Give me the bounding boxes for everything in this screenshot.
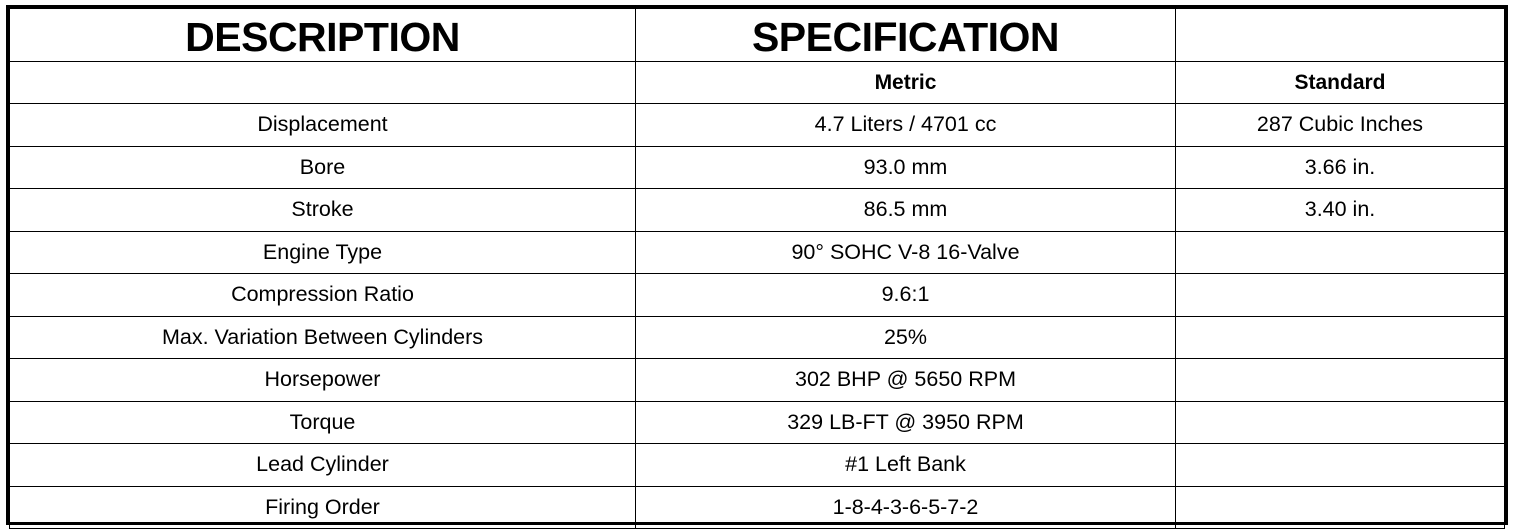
header-description: DESCRIPTION xyxy=(10,9,636,62)
table-row xyxy=(10,189,1505,232)
table-row xyxy=(10,359,1505,402)
specification-sheet xyxy=(6,5,1508,525)
cell-standard: 3.40 in. xyxy=(1176,189,1505,232)
table-row xyxy=(10,104,1505,147)
cell-description: Bore xyxy=(10,146,636,189)
engine-specification-table xyxy=(9,8,1505,529)
cell-standard: 287 Cubic Inches xyxy=(1176,104,1505,147)
table-header-row xyxy=(10,9,1505,62)
cell-standard xyxy=(1176,401,1505,444)
cell-standard xyxy=(1176,486,1505,529)
table-row xyxy=(10,401,1505,444)
cell-metric: 329 LB-FT @ 3950 RPM xyxy=(636,401,1176,444)
cell-description: Horsepower xyxy=(10,359,636,402)
cell-description: Lead Cylinder xyxy=(10,444,636,487)
table-row xyxy=(10,274,1505,317)
cell-metric: 302 BHP @ 5650 RPM xyxy=(636,359,1176,402)
cell-standard xyxy=(1176,274,1505,317)
table-row xyxy=(10,146,1505,189)
cell-metric: 4.7 Liters / 4701 cc xyxy=(636,104,1176,147)
cell-description: Torque xyxy=(10,401,636,444)
cell-description: Firing Order xyxy=(10,486,636,529)
cell-metric: 93.0 mm xyxy=(636,146,1176,189)
subheader-description xyxy=(10,62,636,104)
cell-metric: 25% xyxy=(636,316,1176,359)
cell-standard: 3.66 in. xyxy=(1176,146,1505,189)
cell-metric: 1-8-4-3-6-5-7-2 xyxy=(636,486,1176,529)
header-blank xyxy=(1176,9,1505,62)
cell-description: Displacement xyxy=(10,104,636,147)
table-row xyxy=(10,486,1505,529)
table-row xyxy=(10,231,1505,274)
cell-description: Max. Variation Between Cylinders xyxy=(10,316,636,359)
header-specification: SPECIFICATION xyxy=(636,9,1176,62)
cell-standard xyxy=(1176,444,1505,487)
table-row xyxy=(10,444,1505,487)
cell-metric: #1 Left Bank xyxy=(636,444,1176,487)
cell-description: Compression Ratio xyxy=(10,274,636,317)
cell-metric: 9.6:1 xyxy=(636,274,1176,317)
cell-metric: 86.5 mm xyxy=(636,189,1176,232)
cell-standard xyxy=(1176,231,1505,274)
table-subheader-row xyxy=(10,62,1505,104)
cell-standard xyxy=(1176,316,1505,359)
cell-description: Stroke xyxy=(10,189,636,232)
subheader-metric: Metric xyxy=(636,62,1176,104)
cell-description: Engine Type xyxy=(10,231,636,274)
cell-metric: 90° SOHC V-8 16-Valve xyxy=(636,231,1176,274)
table-row xyxy=(10,316,1505,359)
cell-standard xyxy=(1176,359,1505,402)
subheader-standard: Standard xyxy=(1176,62,1505,104)
